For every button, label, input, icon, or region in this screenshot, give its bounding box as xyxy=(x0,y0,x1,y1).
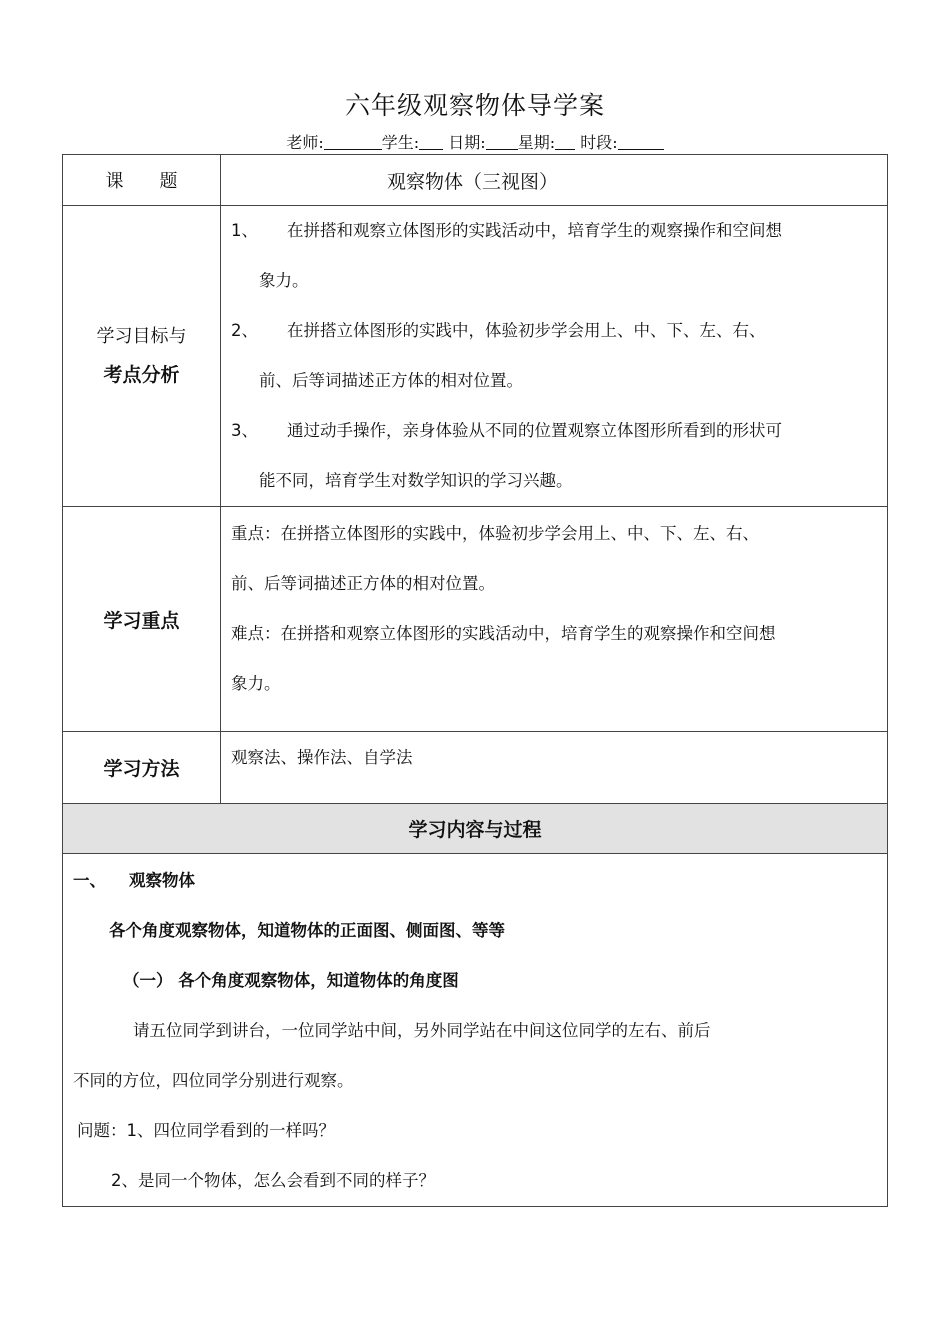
document-title: 六年级观察物体导学案 xyxy=(344,91,605,120)
objectives-label xyxy=(63,206,221,507)
key-point-line: 前、后等词描述正方体的相对位置。 xyxy=(231,574,495,593)
process-header: 学习内容与过程 xyxy=(63,804,888,854)
objective-line: 在拼搭和观察立体图形的实践活动中，培育学生的观察操作和空间想 xyxy=(287,221,782,240)
period-blank xyxy=(618,135,664,150)
section-heading xyxy=(73,854,877,906)
objective-line-cont: 能不同，培育学生对数学知识的学习兴趣。 xyxy=(259,471,573,490)
objectives-label-line2: 考点分析 xyxy=(103,364,180,386)
method-row xyxy=(63,732,888,804)
paragraph-line: 不同的方位，四位同学分别进行观察。 xyxy=(73,1071,354,1090)
objective-item xyxy=(231,306,877,356)
method-value: 观察法、操作法、自学法 xyxy=(221,732,888,804)
topic-label: 课 题 xyxy=(63,155,221,206)
teacher-label: 老师: xyxy=(286,133,324,152)
objective-number: 2、 xyxy=(231,321,258,340)
date-blank xyxy=(486,135,518,150)
process-body-row xyxy=(63,854,888,1207)
weekday-label: 星期: xyxy=(517,133,556,152)
period-label: 时段: xyxy=(580,133,618,152)
section-title: 观察物体 xyxy=(129,871,195,890)
key-points-label xyxy=(63,507,221,732)
objective-number: 1、 xyxy=(231,221,258,240)
objective-number: 3、 xyxy=(231,421,258,440)
objective-line-cont: 前、后等词描述正方体的相对位置。 xyxy=(259,371,523,390)
objectives-label-line1: 学习目标与 xyxy=(96,326,187,347)
objective-item xyxy=(231,406,877,456)
objective-line: 通过动手操作，亲身体验从不同的位置观察立体图形所看到的形状可 xyxy=(287,421,782,440)
question-line: 问题：1、四位同学看到的一样吗？ xyxy=(77,1121,335,1140)
objective-line-cont: 象力。 xyxy=(259,271,309,290)
section-number: 一、 xyxy=(73,871,106,890)
process-body xyxy=(63,854,888,1207)
key-point-line: 重点：在拼搭立体图形的实践中，体验初步学会用上、中、下、左、右、 xyxy=(231,524,759,543)
section-subtitle: 各个角度观察物体，知道物体的正面图、侧面图、等等 xyxy=(109,921,505,940)
info-line xyxy=(0,130,950,153)
method-label xyxy=(63,732,221,804)
topic-row xyxy=(63,155,888,206)
process-header-row xyxy=(63,804,888,854)
key-points-row xyxy=(63,507,888,732)
date-label: 日期: xyxy=(448,133,486,152)
teacher-blank xyxy=(324,135,382,150)
objectives-row xyxy=(63,206,888,507)
method-label-text: 学习方法 xyxy=(103,758,180,780)
question-line: 2、是同一个物体，怎么会看到不同的样子？ xyxy=(111,1171,435,1190)
lesson-plan-table xyxy=(62,154,888,1207)
objectives-content xyxy=(221,206,888,507)
weekday-blank xyxy=(555,135,575,150)
sub-section-heading: （一） 各个角度观察物体，知道物体的角度图 xyxy=(123,971,459,990)
key-points-content xyxy=(221,507,888,732)
key-point-line: 象力。 xyxy=(231,674,281,693)
student-label: 学生: xyxy=(381,133,420,152)
key-points-label-text: 学习重点 xyxy=(103,609,180,632)
paragraph-line: 请五位同学到讲台，一位同学站中间，另外同学站在中间这位同学的左右、前后 xyxy=(133,1021,711,1040)
student-blank xyxy=(419,135,443,150)
topic-value: 观察物体（三视图） xyxy=(221,155,888,206)
key-point-line: 难点：在拼搭和观察立体图形的实践活动中，培育学生的观察操作和空间想 xyxy=(231,624,776,643)
objective-line: 在拼搭立体图形的实践中，体验初步学会用上、中、下、左、右、 xyxy=(287,321,766,340)
objective-item xyxy=(231,206,877,256)
